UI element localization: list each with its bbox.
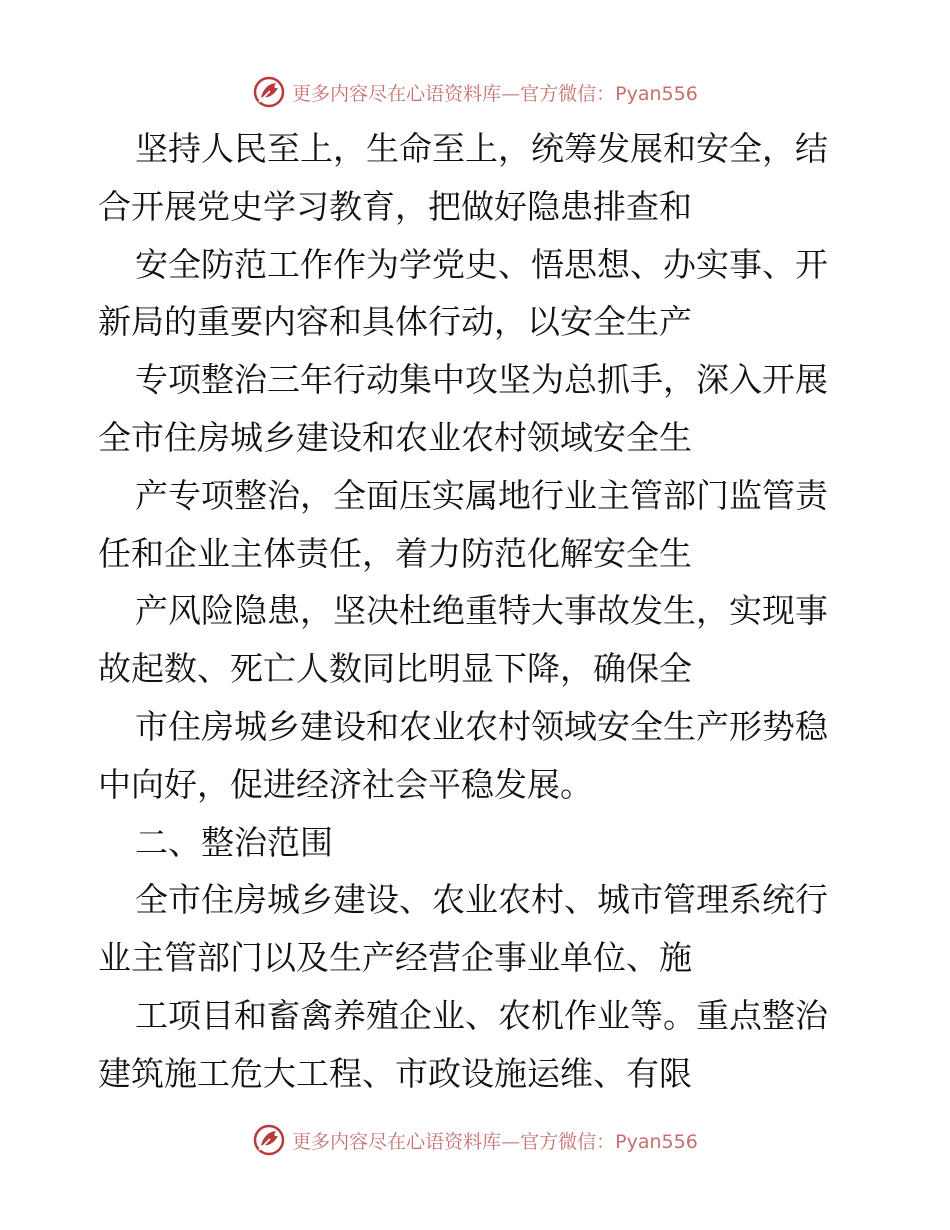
brand-logo-icon <box>252 1123 286 1157</box>
brand-logo-icon <box>252 75 286 109</box>
watermark-text: 更多内容尽在心语资料库 <box>292 82 502 105</box>
watermark-text: 更多内容尽在心语资料库 <box>292 1130 502 1153</box>
watermark-wechat: 官方微信：Pyan556 <box>520 82 698 105</box>
text-line: 故起数、死亡人数同比明显下降，确保全 <box>98 649 692 689</box>
watermark-dash: — <box>501 82 521 105</box>
text-line: 工项目和畜禽养殖企业、农机作业等。重点整治 <box>135 995 828 1035</box>
watermark-wechat: 官方微信：Pyan556 <box>520 1130 698 1153</box>
watermark-line <box>292 79 698 106</box>
watermark-dash: — <box>501 1130 521 1153</box>
text-line: 中向好，促进经济社会平稳发展。 <box>98 764 593 804</box>
watermark-line <box>292 1127 698 1154</box>
watermark-footer <box>0 1120 950 1160</box>
text-line: 市住房城乡建设和农业农村领域安全生产形势稳 <box>135 706 828 746</box>
text-line: 专项整治三年行动集中攻坚为总抓手，深入开展 <box>135 360 828 400</box>
watermark-header <box>0 72 950 112</box>
text-line: 产专项整治，全面压实属地行业主管部门监管责 <box>135 475 828 515</box>
text-line: 二、整治范围 <box>135 822 333 862</box>
text-line: 坚持人民至上，生命至上，统筹发展和安全，结 <box>135 129 828 168</box>
body-text <box>98 120 858 1103</box>
text-line: 新局的重要内容和具体行动，以安全生产 <box>98 302 692 342</box>
text-line: 任和企业主体责任，着力防范化解安全生 <box>98 533 692 573</box>
text-line: 合开展党史学习教育，把做好隐患排查和 <box>98 186 692 226</box>
text-line: 建筑施工危大工程、市政设施运维、有限 <box>98 1053 692 1093</box>
text-line: 产风险隐患，坚决杜绝重特大事故发生，实现事 <box>135 591 828 631</box>
text-line: 安全防范工作作为学党史、悟思想、办实事、开 <box>135 244 828 284</box>
text-line: 全市住房城乡建设、农业农村、城市管理系统行 <box>135 880 828 920</box>
text-line: 业主管部门以及生产经营企事业单位、施 <box>98 938 692 978</box>
text-line: 全市住房城乡建设和农业农村领域安全生 <box>98 417 692 457</box>
